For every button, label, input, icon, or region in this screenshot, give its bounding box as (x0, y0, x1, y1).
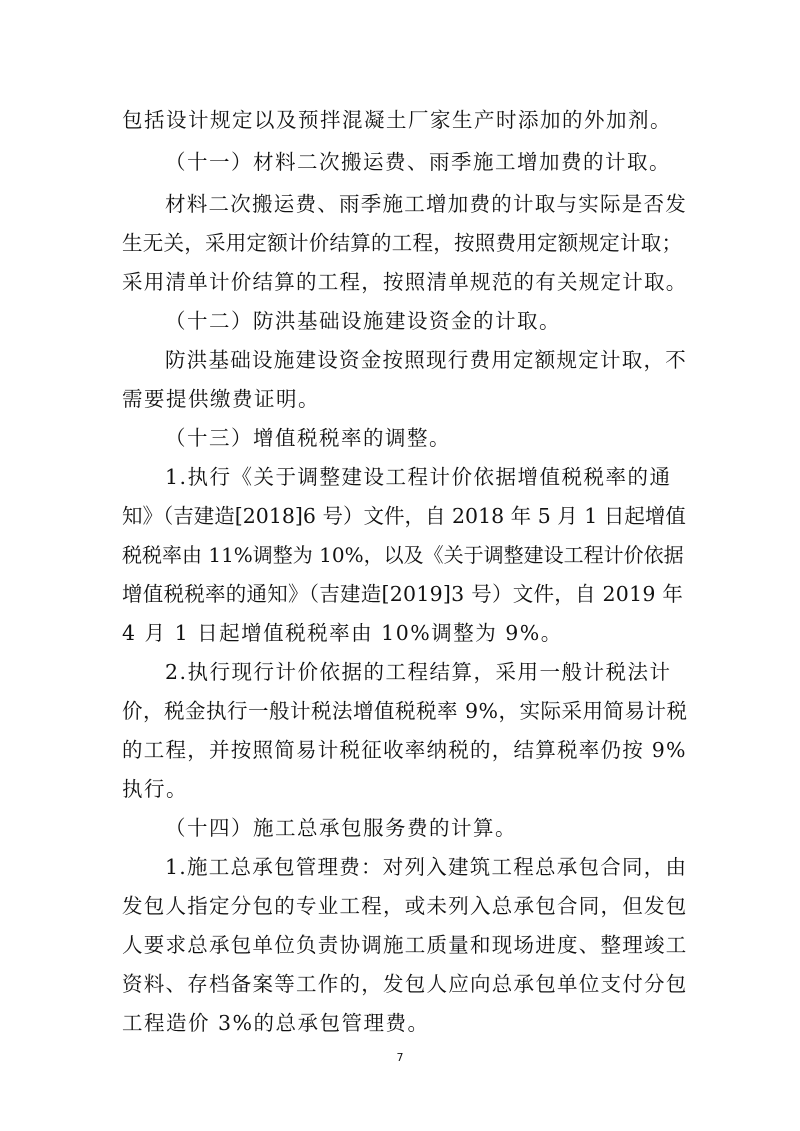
paragraph-line: 价，税金执行一般计税法增值税税率 9%，实际采用简易计税 (122, 699, 688, 723)
paragraph-line: 材料二次搬运费、雨季施工增加费的计取与实际是否发 (165, 192, 687, 216)
paragraph-line: 1.施工总承包管理费：对列入建筑工程总承包合同，由 (165, 855, 688, 879)
paragraph-line: 生无关，采用定额计价结算的工程，按照费用定额规定计取； (122, 231, 683, 255)
paragraph-line: 执行。 (122, 777, 188, 801)
paragraph-line: 税税率由 11%调整为 10%，以及《关于调整建设工程计价依据 (122, 543, 684, 567)
paragraph-line: 1.执行《关于调整建设工程计价依据增值税税率的通 (165, 465, 672, 489)
paragraph-line: 的工程，并按照简易计税征收率纳税的，结算税率仍按 9% (122, 738, 687, 762)
paragraph-line: 包括设计规定以及预拌混凝土厂家生产时添加的外加剂。 (122, 108, 672, 132)
paragraph-line: 人要求总承包单位负责协调施工质量和现场进度、整理竣工 (122, 933, 688, 957)
section-heading-12: （十二）防洪基础设施建设资金的计取。 (165, 309, 561, 333)
paragraph-line: 知》（吉建造[2018]6 号）文件，自 2018 年 5 月 1 日起增值 (122, 504, 686, 528)
page-number: 7 (396, 1051, 404, 1064)
paragraph-line: 工程造价 3%的总承包管理费。 (122, 1011, 430, 1035)
paragraph-line: 2.执行现行计价依据的工程结算，采用一般计税法计 (165, 660, 672, 684)
section-heading-13: （十三）增值税税率的调整。 (165, 426, 451, 450)
paragraph-line: 需要提供缴费证明。 (122, 387, 320, 411)
paragraph-line: 采用清单计价结算的工程，按照清单规范的有关规定计取。 (122, 270, 688, 294)
paragraph-line: 增值税税率的通知》（吉建造[2019]3 号）文件，自 2019 年 (122, 582, 684, 606)
section-heading-11: （十一）材料二次搬运费、雨季施工增加费的计取。 (165, 150, 671, 174)
paragraph-line: 4 月 1 日起增值税税率由 10%调整为 9%。 (122, 621, 563, 645)
section-heading-14: （十四）施工总承包服务费的计算。 (165, 816, 517, 840)
paragraph-line: 资料、存档备案等工作的，发包人应向总承包单位支付分包 (122, 972, 688, 996)
paragraph-line: 防洪基础设施建设资金按照现行费用定额规定计取，不 (165, 348, 687, 372)
paragraph-line: 发包人指定分包的专业工程，或未列入总承包合同，但发包 (122, 894, 688, 918)
